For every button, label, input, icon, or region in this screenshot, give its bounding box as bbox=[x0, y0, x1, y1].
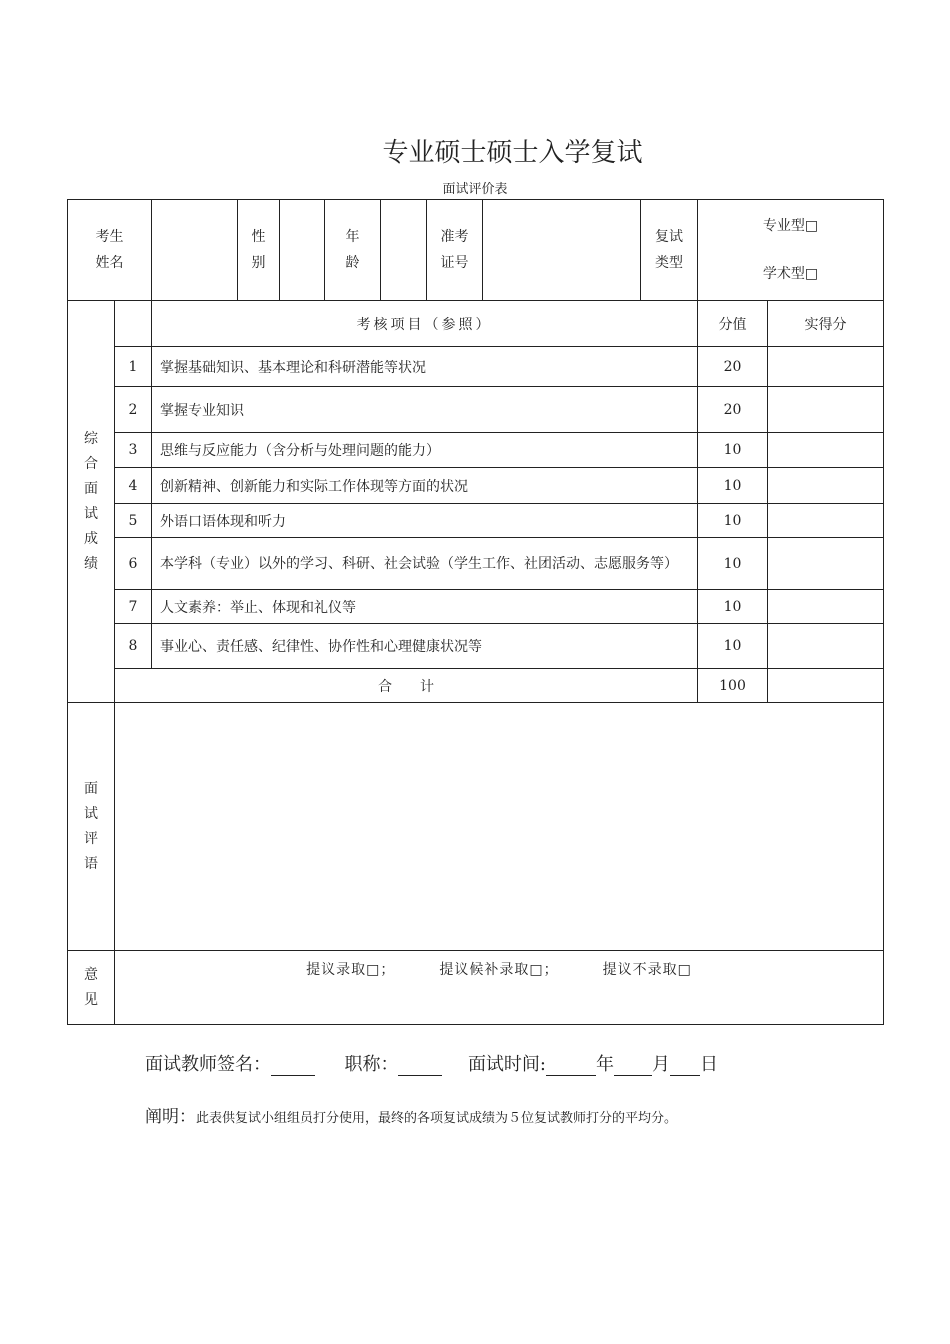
type-options bbox=[698, 200, 884, 301]
type-label bbox=[641, 200, 698, 301]
table-row bbox=[68, 468, 884, 504]
row-item: 本学科（专业）以外的学习、科研、社会试验（学生工作、社团活动、志愿服务等） bbox=[152, 538, 698, 590]
row-no: 5 bbox=[115, 504, 152, 538]
footnote bbox=[145, 1102, 677, 1127]
age-field[interactable] bbox=[381, 200, 427, 301]
opinion-admit[interactable]: 提议录取□； bbox=[306, 962, 396, 978]
row-no: 6 bbox=[115, 538, 152, 590]
day-field[interactable] bbox=[670, 1057, 700, 1076]
table-row bbox=[68, 538, 884, 590]
row-no: 7 bbox=[115, 590, 152, 624]
title-label: 职称： bbox=[344, 1054, 399, 1075]
info-row bbox=[68, 200, 884, 301]
gender-field[interactable] bbox=[280, 200, 325, 301]
name-field[interactable] bbox=[152, 200, 238, 301]
row-score: 20 bbox=[698, 347, 768, 387]
score-header-row bbox=[68, 301, 884, 347]
row-item: 外语口语体现和听力 bbox=[152, 504, 698, 538]
name-label-text: 考生 姓名 bbox=[95, 229, 124, 271]
page-title-wrap bbox=[0, 132, 950, 169]
row-no: 1 bbox=[115, 347, 152, 387]
footnote-lead: 阐明： bbox=[145, 1107, 196, 1127]
teacher-signature-field[interactable] bbox=[271, 1057, 315, 1076]
row-item: 思维与反应能力（含分析与处理问题的能力） bbox=[152, 433, 698, 468]
header-item: 考核项目（参照） bbox=[152, 301, 698, 347]
type-option-professional[interactable]: 专业型□ bbox=[762, 218, 819, 234]
id-field[interactable] bbox=[483, 200, 641, 301]
score-side-label-text: 综 合 面 试 成 绩 bbox=[84, 430, 98, 572]
header-no-cell bbox=[115, 301, 152, 347]
teacher-signature-label: 面试教师签名： bbox=[145, 1054, 271, 1075]
table-row bbox=[68, 433, 884, 468]
title-field[interactable] bbox=[398, 1057, 442, 1076]
signature-line bbox=[145, 1050, 718, 1076]
table-row bbox=[68, 347, 884, 387]
row-actual-field[interactable] bbox=[768, 538, 884, 590]
month-field[interactable] bbox=[614, 1057, 652, 1076]
table-row bbox=[68, 590, 884, 624]
opinion-side-label bbox=[68, 951, 115, 1025]
row-item: 创新精神、创新能力和实际工作体现等方面的状况 bbox=[152, 468, 698, 504]
row-no: 2 bbox=[115, 387, 152, 433]
row-score: 10 bbox=[698, 468, 768, 504]
type-label-text: 复试 类型 bbox=[655, 229, 683, 271]
id-label-text: 准考 证号 bbox=[440, 229, 469, 271]
score-side-label bbox=[68, 301, 115, 703]
comment-row bbox=[68, 703, 884, 951]
table-row bbox=[68, 624, 884, 669]
row-actual-field[interactable] bbox=[768, 468, 884, 504]
opinion-side-label-text: 意 见 bbox=[84, 966, 98, 1008]
row-actual-field[interactable] bbox=[768, 347, 884, 387]
row-item: 人文素养：举止、体现和礼仪等 bbox=[152, 590, 698, 624]
header-actual: 实得分 bbox=[768, 301, 884, 347]
opinion-reject[interactable]: 提议不录取□ bbox=[602, 962, 692, 978]
comment-field[interactable] bbox=[115, 703, 884, 951]
row-item: 掌握专业知识 bbox=[152, 387, 698, 433]
row-actual-field[interactable] bbox=[768, 590, 884, 624]
row-actual-field[interactable] bbox=[768, 387, 884, 433]
total-row bbox=[68, 669, 884, 703]
row-actual-field[interactable] bbox=[768, 624, 884, 669]
day-label: 日 bbox=[700, 1054, 719, 1075]
total-score: 100 bbox=[698, 669, 768, 703]
footnote-text: 此表供复试小组组员打分使用，最终的各项复试成绩为５位复试教师打分的平均分。 bbox=[196, 1111, 678, 1126]
id-label bbox=[427, 200, 483, 301]
row-actual-field[interactable] bbox=[768, 433, 884, 468]
comment-side-label-text: 面 试 评 语 bbox=[84, 780, 98, 872]
age-label bbox=[325, 200, 381, 301]
row-item: 掌握基础知识、基本理论和科研潜能等状况 bbox=[152, 347, 698, 387]
header-score: 分值 bbox=[698, 301, 768, 347]
row-score: 10 bbox=[698, 504, 768, 538]
opinion-waitlist[interactable]: 提议候补录取□； bbox=[439, 962, 559, 978]
row-score: 10 bbox=[698, 538, 768, 590]
row-no: 3 bbox=[115, 433, 152, 468]
row-actual-field[interactable] bbox=[768, 504, 884, 538]
type-option-academic[interactable]: 学术型□ bbox=[762, 266, 819, 282]
total-actual-field[interactable] bbox=[768, 669, 884, 703]
row-score: 20 bbox=[698, 387, 768, 433]
row-score: 10 bbox=[698, 590, 768, 624]
month-label: 月 bbox=[652, 1054, 671, 1075]
total-label: 合 计 bbox=[115, 669, 698, 703]
row-score: 10 bbox=[698, 433, 768, 468]
row-item: 事业心、责任感、纪律性、协作性和心理健康状况等 bbox=[152, 624, 698, 669]
table-row bbox=[68, 504, 884, 538]
table-row bbox=[68, 387, 884, 433]
page-title: 专业硕士硕士入学复试 bbox=[382, 138, 643, 168]
page-subtitle: 面试评价表 bbox=[442, 182, 508, 197]
name-label bbox=[68, 200, 152, 301]
year-field[interactable] bbox=[546, 1057, 596, 1076]
age-label-text: 年 龄 bbox=[345, 229, 360, 271]
row-no: 8 bbox=[115, 624, 152, 669]
comment-side-label bbox=[68, 703, 115, 951]
gender-label bbox=[238, 200, 280, 301]
opinion-row bbox=[68, 951, 884, 1025]
gender-label-text: 性 别 bbox=[251, 229, 266, 271]
row-score: 10 bbox=[698, 624, 768, 669]
opinion-options bbox=[115, 951, 884, 1025]
row-no: 4 bbox=[115, 468, 152, 504]
year-label: 年 bbox=[596, 1054, 615, 1075]
evaluation-table bbox=[67, 199, 884, 1025]
time-label: 面试时间: bbox=[467, 1054, 547, 1075]
